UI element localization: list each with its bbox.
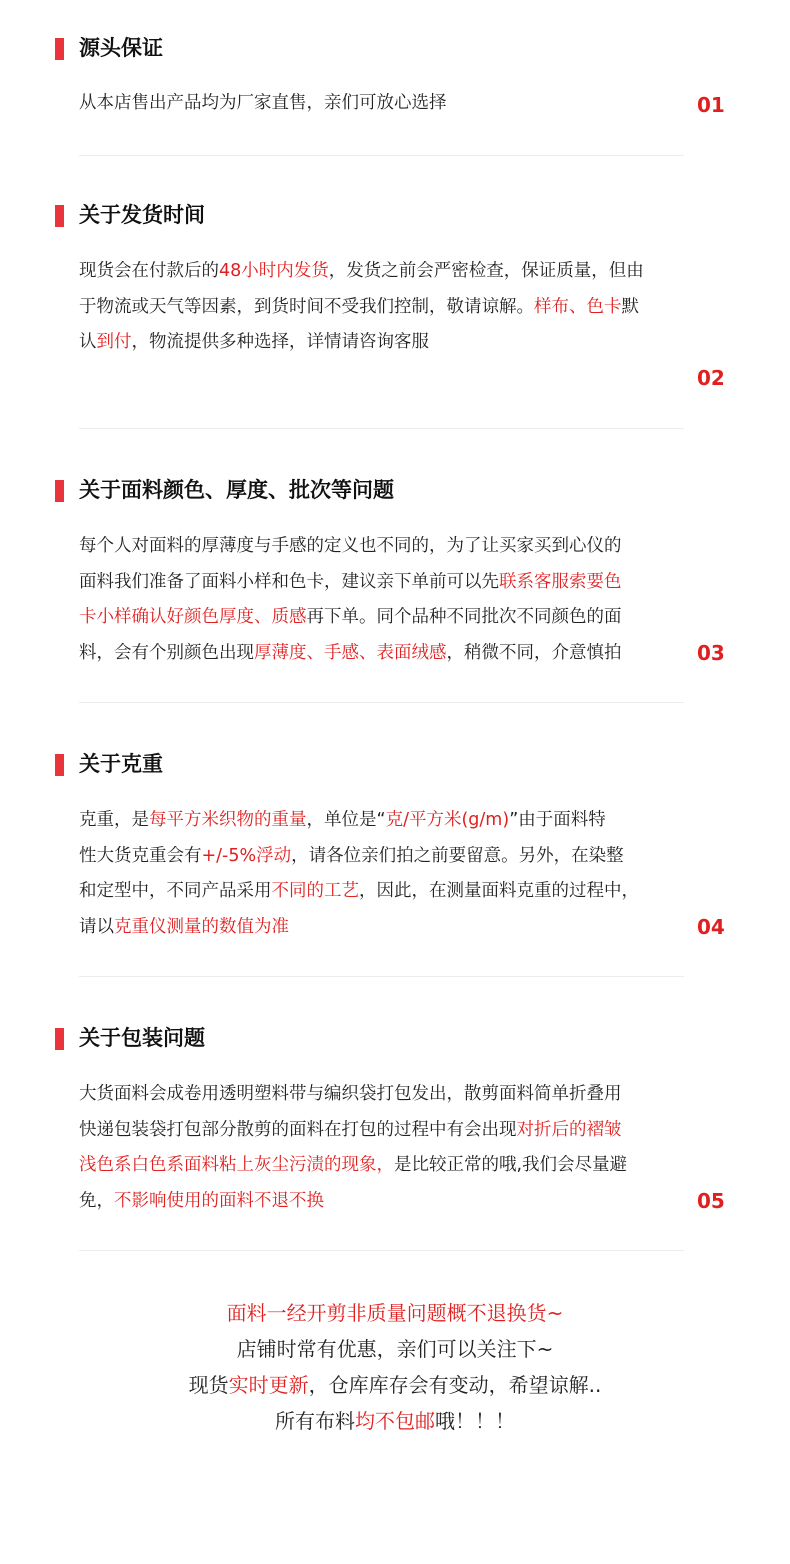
text-segment: 性大货克重会有 [79,845,202,866]
section-title: 关于克重 [79,752,163,776]
section-title: 关于包装问题 [79,1026,205,1050]
highlight-text: 面料一经开剪非质量问题概不退换货~ [226,1301,564,1325]
section-body [79,254,694,361]
highlight-text: 48小时内发货 [219,261,329,281]
text-segment: 料，会有个别颜色出现 [79,642,254,663]
section-marker [55,480,64,502]
text-line [79,636,694,672]
section-title: 源头保证 [79,36,163,60]
text-line [79,910,694,946]
text-line [79,839,694,875]
footer-line [0,1331,790,1367]
highlight-text: 联系客服索要色 [499,571,622,592]
text-segment: 再下单。同个品种不同批次不同颜色的面 [306,607,622,627]
section-title: 关于发货时间 [79,203,205,227]
text-segment: ，稍微不同，介意慎拍 [446,642,622,663]
text-segment: 所有布料 [275,1409,355,1433]
text-line [79,1184,694,1220]
text-segment: 每个人对面料的厚薄度与手感的定义也不同的，为了让买家买到心仪的 [79,536,622,556]
highlight-text: 样布、色卡 [534,296,622,317]
text-segment: 现货会在付款后的 [79,261,219,281]
section-number: 05 [697,1189,725,1213]
divider [79,155,684,156]
text-segment: 克重，是 [79,810,149,830]
highlight-text: 卡小样确认好颜色厚度、质感 [79,607,307,627]
text-line [79,1113,694,1149]
text-segment: 和定型中，不同产品采用 [79,881,272,901]
divider [79,976,684,977]
text-segment: 免， [79,1190,114,1211]
text-segment: ，因此，在测量面料克重的过程中， [359,881,639,901]
text-segment: 面料我们准备了面料小样和色卡，建议亲下单前可以先 [79,571,499,592]
highlight-text: 厚薄度、手感、表面绒感 [254,642,447,663]
section-number: 01 [697,93,725,117]
highlight-text: 均不包邮 [355,1409,435,1433]
section-body [79,529,694,671]
text-segment: ，仓库库存会有变动，希望谅解.. [308,1373,602,1397]
text-line [79,874,694,910]
text-line [79,86,694,122]
section-number: 02 [697,366,725,390]
highlight-text: 不同的工艺 [271,881,359,901]
text-segment: ，单位是“ [306,810,386,830]
section-body [79,1077,694,1219]
text-line [79,325,694,361]
footer-line [0,1367,790,1403]
text-segment: 大货面料会成卷用透明塑料带与编织袋打包发出，散剪面料简单折叠用 [79,1084,622,1104]
highlight-text: 浅色系白色系面料粘上灰尘污渍的现象， [79,1155,394,1175]
text-segment: 店铺时常有优惠，亲们可以关注下~ [236,1337,554,1361]
highlight-text: 到付 [96,332,132,352]
text-segment: ，请各位亲们拍之前要留意。另外，在染整 [291,845,624,866]
text-segment: 哦！！！ [435,1409,515,1433]
section-marker [55,38,64,60]
section-marker [55,754,64,776]
text-line [79,529,694,565]
highlight-text: 不影响使用的面料不退不换 [114,1190,324,1211]
text-segment: 从本店售出产品均为厂家直售，亲们可放心选择 [79,93,447,113]
text-segment: ”由于面料特 [509,810,606,830]
text-segment: ，发货之前会严密检查，保证质量，但由 [328,261,644,281]
text-segment: ，物流提供多种选择，详情请咨询客服 [131,332,429,352]
text-segment: 于物流或天气等因素，到货时间不受我们控制，敬请谅解。 [79,296,534,317]
text-segment: 现货 [188,1373,229,1397]
highlight-text: 对折后的褶皱 [516,1119,622,1140]
highlight-text: 实时更新 [228,1373,309,1397]
highlight-text: 克重仪测量的数值为准 [114,916,289,937]
section-title: 关于面料颜色、厚度、批次等问题 [79,478,394,502]
section-marker [55,205,64,227]
text-line [79,254,694,290]
text-line [79,803,694,839]
text-line [79,1077,694,1113]
section-marker [55,1028,64,1050]
text-segment: 认 [79,332,97,352]
text-segment: 默 [621,296,639,317]
text-segment: 是比较正常的哦,我们会尽量避 [394,1155,628,1175]
section-number: 03 [697,641,725,665]
highlight-text: 每平方米织物的重量 [149,810,307,830]
footer-line [0,1403,790,1439]
section-body [79,803,694,945]
divider [79,428,684,429]
divider [79,702,684,703]
text-line [79,1148,694,1184]
footer-notice [0,1295,790,1439]
text-line [79,290,694,326]
highlight-text: +/-5%浮动 [201,845,292,866]
text-segment: 请以 [79,916,114,937]
text-line [79,565,694,601]
section-body [79,86,694,122]
section-number: 04 [697,915,725,939]
divider [79,1250,684,1251]
footer-line [0,1295,790,1331]
text-line [79,600,694,636]
text-segment: 快递包装袋打包部分散剪的面料在打包的过程中有会出现 [79,1119,517,1140]
highlight-text: 克/平方米(g/m) [385,810,510,830]
